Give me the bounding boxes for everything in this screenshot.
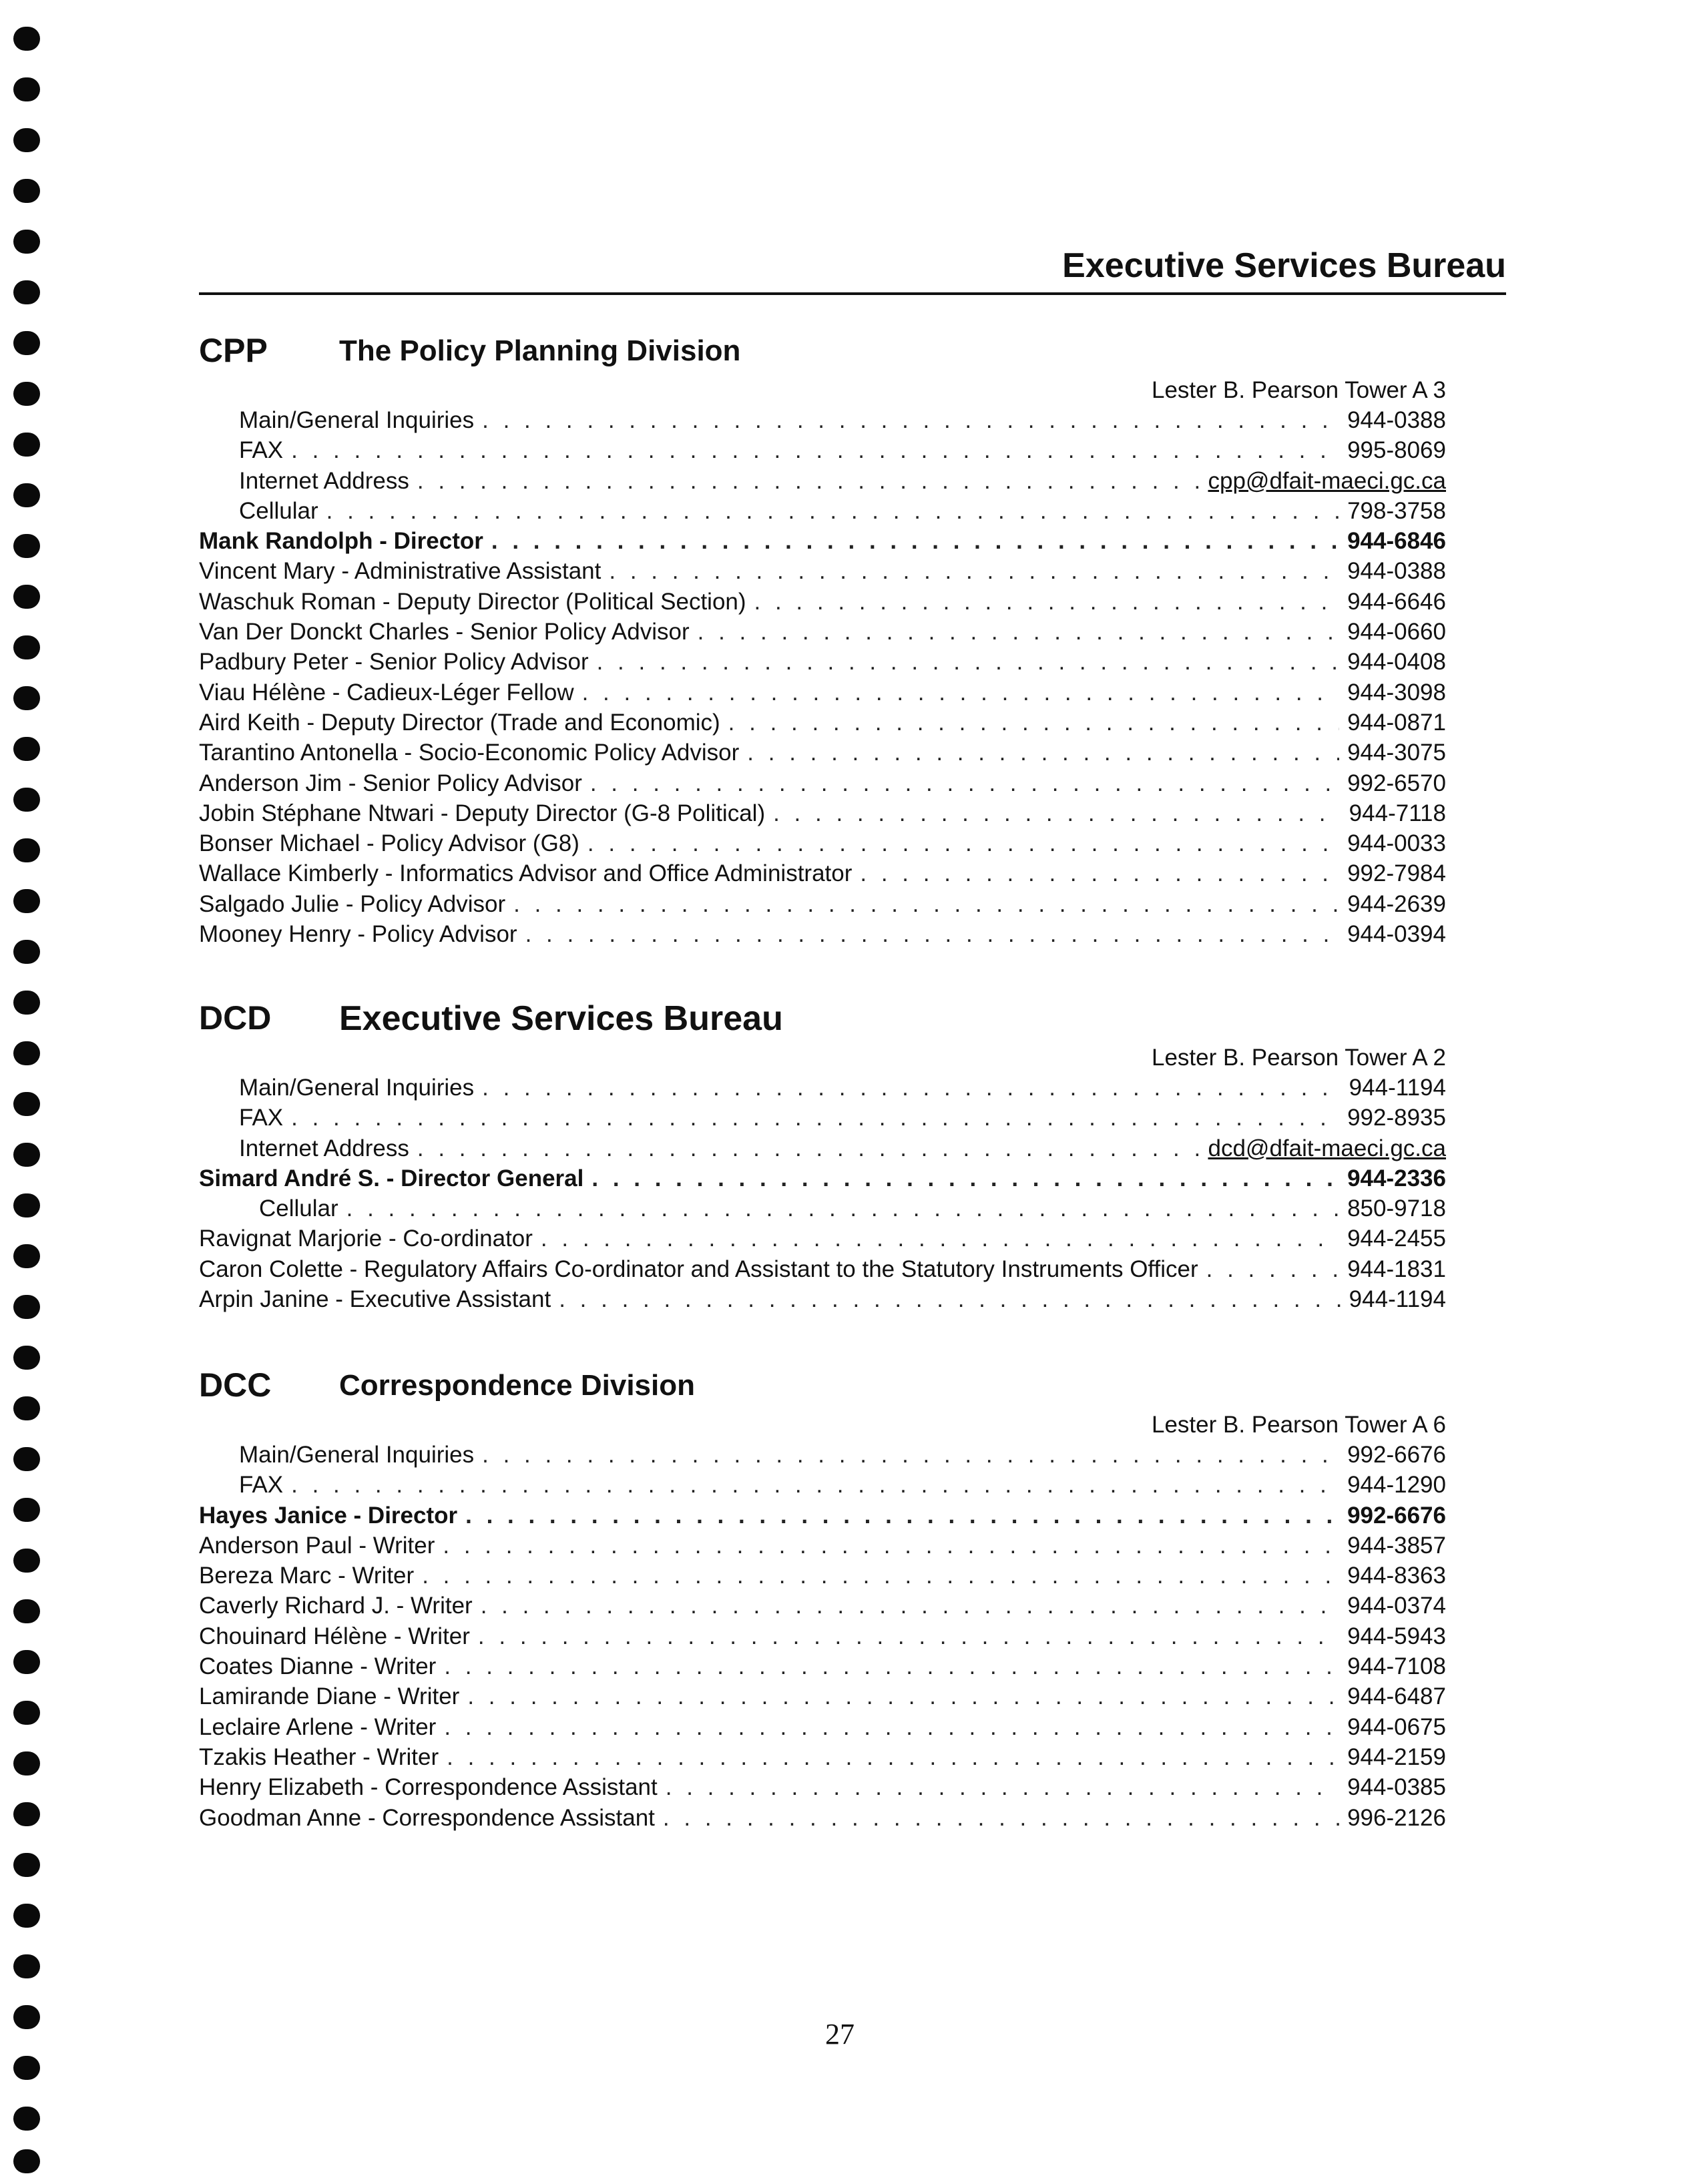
dot-leader	[590, 768, 1339, 798]
division-code: DCD	[199, 999, 272, 1037]
email-link[interactable]: dcd@dfait-maeci.gc.ca	[1208, 1135, 1446, 1161]
entry-label: FAX	[239, 1105, 284, 1131]
binding-hole	[13, 1802, 40, 1826]
header-rule	[199, 292, 1506, 295]
entry-label: Bonser Michael - Policy Advisor (G8)	[199, 830, 579, 857]
fax-number: 992-8935	[1347, 1105, 1446, 1131]
entry-label: Mooney Henry - Policy Advisor	[199, 921, 517, 948]
entry-label: Jobin Stéphane Ntwari - Deputy Director (G-8 Political)	[199, 800, 766, 826]
directory-row	[199, 858, 1446, 888]
binding-hole	[13, 280, 40, 304]
entry-label: Van Der Donckt Charles - Senior Policy Advisor	[199, 619, 690, 645]
dot-leader	[698, 617, 1339, 647]
entry-label: Internet Address	[239, 1135, 409, 1161]
entry-label: Bereza Marc - Writer	[199, 1563, 415, 1589]
directory-row	[199, 556, 1446, 586]
binding-hole	[13, 1396, 40, 1420]
directory-row	[199, 1223, 1446, 1254]
binding-hole	[13, 940, 40, 964]
phone-number: 944-1194	[1349, 1075, 1446, 1101]
entry-label: Caron Colette - Regulatory Affairs Co-ordinator and Assistant to the Statutory Instruments Officer	[199, 1256, 1198, 1282]
dot-leader	[443, 1531, 1339, 1561]
phone-number: 992-6570	[1347, 770, 1446, 796]
section-heading	[199, 1368, 1446, 1410]
section-heading	[199, 334, 1446, 375]
directory-row	[199, 738, 1446, 768]
dot-leader	[482, 1440, 1339, 1470]
directory-row	[199, 1531, 1446, 1561]
dot-leader	[417, 466, 1200, 496]
directory-row	[199, 617, 1446, 647]
binding-hole	[13, 1092, 40, 1116]
phone-number: 944-0408	[1347, 649, 1446, 675]
binding-hole	[13, 1295, 40, 1319]
phone-number: 944-2639	[1347, 890, 1446, 917]
binding-hole	[13, 788, 40, 812]
phone-number: 944-3098	[1347, 679, 1446, 706]
dot-leader	[447, 1742, 1339, 1772]
entry-label: Wallace Kimberly - Informatics Advisor and Office Administrator	[199, 860, 853, 887]
directory-row	[199, 435, 1446, 465]
entry-label: Chouinard Hélène - Writer	[199, 1623, 470, 1649]
directory-row	[199, 768, 1446, 798]
dot-leader	[591, 1163, 1339, 1193]
binding-hole	[13, 1193, 40, 1217]
entry-label: Internet Address	[239, 467, 409, 494]
binding-hole	[13, 1447, 40, 1471]
phone-number: 944-0385	[1347, 1774, 1446, 1801]
directory-row	[199, 677, 1446, 708]
binding-hole	[13, 2107, 40, 2131]
binding-hole	[13, 483, 40, 507]
binding-hole	[13, 230, 40, 254]
entry-label: Salgado Julie - Policy Advisor	[199, 890, 506, 917]
directory-row	[199, 1742, 1446, 1772]
binding-hole	[13, 534, 40, 558]
entry-label: Main/General Inquiries	[239, 1075, 475, 1101]
binding-hole	[13, 1599, 40, 1623]
entry-label: Cellular	[259, 1195, 338, 1222]
directory-row	[199, 587, 1446, 617]
entry-label: Caverly Richard J. - Writer	[199, 1593, 473, 1619]
directory-row	[199, 1591, 1446, 1621]
phone-number: 944-0388	[1347, 407, 1446, 433]
section-cpp	[199, 334, 1446, 949]
entry-label: Padbury Peter - Senior Policy Advisor	[199, 649, 589, 675]
entry-label: Arpin Janine - Executive Assistant	[199, 1286, 551, 1313]
division-code: DCC	[199, 1366, 272, 1404]
phone-number: 996-2126	[1347, 1804, 1446, 1831]
directory-row	[199, 1651, 1446, 1681]
division-code: CPP	[199, 332, 268, 369]
dot-leader	[559, 1284, 1341, 1314]
binding-hole	[13, 1549, 40, 1573]
entry-label: Tzakis Heather - Writer	[199, 1743, 439, 1770]
section-dcd	[199, 1001, 1446, 1314]
phone-number: 944-2336	[1347, 1165, 1446, 1191]
binding-hole	[13, 1346, 40, 1370]
directory-row	[199, 1440, 1446, 1470]
division-title: The Policy Planning Division	[339, 334, 741, 367]
binding-hole	[13, 1650, 40, 1674]
phone-number: 944-5943	[1347, 1623, 1446, 1649]
directory-row	[199, 647, 1446, 677]
section-dcc	[199, 1368, 1446, 1833]
binding-hole	[13, 1498, 40, 1522]
directory-row	[199, 1103, 1446, 1133]
phone-number: 944-1194	[1349, 1286, 1446, 1313]
phone-number: 944-0871	[1347, 709, 1446, 736]
directory-row	[199, 1193, 1446, 1223]
dot-leader	[291, 435, 1339, 465]
binding-hole	[13, 991, 40, 1015]
entry-label: Viau Hélène - Cadieux-Léger Fellow	[199, 679, 574, 706]
binding-hole	[13, 27, 40, 51]
binding-hole	[13, 686, 40, 710]
entry-label: Main/General Inquiries	[239, 407, 475, 433]
dot-leader	[467, 1681, 1339, 1711]
directory-row	[199, 1284, 1446, 1314]
dot-leader	[444, 1651, 1339, 1681]
entry-label: Anderson Jim - Senior Policy Advisor	[199, 770, 582, 796]
phone-number: 992-6676	[1347, 1502, 1446, 1529]
dot-leader	[747, 738, 1339, 768]
dot-leader	[482, 1073, 1341, 1103]
directory-row	[199, 1561, 1446, 1591]
directory-row	[199, 1133, 1446, 1163]
dot-leader	[326, 496, 1339, 526]
dot-leader	[346, 1193, 1339, 1223]
dot-leader	[666, 1772, 1339, 1802]
binding-hole	[13, 635, 40, 659]
entry-label: Leclaire Arlene - Writer	[199, 1713, 437, 1740]
entry-label: Vincent Mary - Administrative Assistant	[199, 558, 602, 585]
location: Lester B. Pearson Tower A 3	[1151, 377, 1446, 403]
dot-leader	[754, 587, 1340, 617]
email-link[interactable]: cpp@dfait-maeci.gc.ca	[1208, 467, 1446, 494]
binding-hole	[13, 1701, 40, 1725]
directory-row	[199, 1803, 1446, 1833]
spiral-binding	[13, 27, 40, 2163]
directory-row	[199, 828, 1446, 858]
location: Lester B. Pearson Tower A 6	[1151, 1412, 1446, 1438]
phone-number: 944-6846	[1347, 528, 1446, 555]
phone-number: 992-6676	[1347, 1442, 1446, 1468]
dot-leader	[291, 1103, 1339, 1133]
dot-leader	[513, 889, 1339, 919]
dot-leader	[728, 708, 1339, 738]
phone-number: 944-3075	[1347, 740, 1446, 766]
entry-label: Tarantino Antonella - Socio-Economic Policy Advisor	[199, 740, 740, 766]
section-heading	[199, 1001, 1446, 1043]
binding-hole	[13, 889, 40, 913]
dot-leader	[663, 1803, 1339, 1833]
phone-number: 944-0394	[1347, 921, 1446, 948]
binding-hole	[13, 737, 40, 761]
dot-leader	[609, 556, 1339, 586]
phone-number: 944-0033	[1347, 830, 1446, 857]
binding-hole	[13, 1041, 40, 1065]
fax-number: 944-1290	[1347, 1472, 1446, 1498]
dot-leader	[587, 828, 1339, 858]
binding-hole	[13, 1904, 40, 1928]
directory-row-director	[199, 526, 1446, 556]
dot-leader	[525, 919, 1340, 949]
phone-number: 992-7984	[1347, 860, 1446, 887]
directory-row	[199, 1681, 1446, 1711]
dot-leader	[1206, 1254, 1339, 1284]
location: Lester B. Pearson Tower A 2	[1151, 1045, 1446, 1071]
directory-row-director	[199, 1500, 1446, 1531]
binding-hole	[13, 1751, 40, 1776]
division-title: Correspondence Division	[339, 1369, 696, 1402]
dot-leader	[860, 858, 1339, 888]
phone-number: 944-2159	[1347, 1743, 1446, 1770]
entry-label: Anderson Paul - Writer	[199, 1532, 435, 1559]
phone-number: 798-3758	[1347, 497, 1446, 524]
phone-number: 944-0374	[1347, 1593, 1446, 1619]
dot-leader	[481, 1591, 1339, 1621]
dot-leader	[582, 677, 1339, 708]
binding-hole	[13, 1954, 40, 1978]
directory-row	[199, 1772, 1446, 1802]
directory-row	[199, 466, 1446, 496]
division-title: Executive Services Bureau	[339, 999, 783, 1038]
binding-hole	[13, 382, 40, 406]
entry-label: Ravignat Marjorie - Co-ordinator	[199, 1225, 533, 1252]
binding-hole	[13, 433, 40, 457]
entry-label: Coates Dianne - Writer	[199, 1653, 437, 1680]
entry-label: Lamirande Diane - Writer	[199, 1683, 460, 1710]
directory-row	[199, 1073, 1446, 1103]
entry-label: Waschuk Roman - Deputy Director (Political Section)	[199, 588, 746, 615]
phone-number: 944-0660	[1347, 619, 1446, 645]
binding-hole	[13, 2056, 40, 2080]
entry-label: Aird Keith - Deputy Director (Trade and Economic)	[199, 709, 720, 736]
directory-row-director	[199, 1163, 1446, 1193]
page-number: 27	[825, 2018, 855, 2051]
directory-row	[199, 708, 1446, 738]
entry-label: Main/General Inquiries	[239, 1442, 475, 1468]
phone-number: 944-2455	[1347, 1225, 1446, 1252]
dot-leader	[478, 1621, 1339, 1651]
binding-hole	[13, 2149, 40, 2173]
dot-leader	[773, 798, 1341, 828]
binding-hole	[13, 1143, 40, 1167]
phone-number: 944-0388	[1347, 558, 1446, 585]
phone-number: 944-1831	[1347, 1256, 1446, 1282]
phone-number: 944-8363	[1347, 1563, 1446, 1589]
entry-label: FAX	[239, 1472, 284, 1498]
binding-hole	[13, 2005, 40, 2029]
directory-row	[199, 1712, 1446, 1742]
dot-leader	[597, 647, 1339, 677]
dot-leader	[291, 1470, 1339, 1500]
directory-row	[199, 889, 1446, 919]
dot-leader	[422, 1561, 1339, 1591]
directory-row	[199, 919, 1446, 949]
dot-leader	[491, 526, 1339, 556]
binding-hole	[13, 331, 40, 355]
binding-hole	[13, 585, 40, 609]
phone-number: 850-9718	[1347, 1195, 1446, 1222]
directory-row	[199, 405, 1446, 435]
binding-hole	[13, 838, 40, 862]
entry-label: Henry Elizabeth - Correspondence Assistant	[199, 1774, 658, 1801]
binding-hole	[13, 77, 40, 101]
page-header-title: Executive Services Bureau	[1062, 246, 1506, 285]
phone-number: 944-7108	[1347, 1653, 1446, 1680]
dot-leader	[444, 1712, 1339, 1742]
phone-number: 944-6646	[1347, 588, 1446, 615]
fax-number: 995-8069	[1347, 437, 1446, 464]
binding-hole	[13, 1244, 40, 1268]
entry-label: Hayes Janice - Director	[199, 1502, 458, 1529]
binding-hole	[13, 179, 40, 203]
directory-row	[199, 1621, 1446, 1651]
phone-number: 944-0675	[1347, 1713, 1446, 1740]
binding-hole	[13, 1853, 40, 1877]
directory-row	[199, 1254, 1446, 1284]
entry-label: Mank Randolph - Director	[199, 528, 483, 555]
phone-number: 944-3857	[1347, 1532, 1446, 1559]
dot-leader	[482, 405, 1339, 435]
entry-label: Goodman Anne - Correspondence Assistant	[199, 1804, 655, 1831]
binding-hole	[13, 128, 40, 152]
entry-label: Cellular	[239, 497, 318, 524]
phone-number: 944-7118	[1349, 800, 1446, 826]
entry-label: FAX	[239, 437, 284, 464]
directory-row	[199, 798, 1446, 828]
phone-number: 944-6487	[1347, 1683, 1446, 1710]
directory-row	[199, 496, 1446, 526]
dot-leader	[465, 1500, 1339, 1531]
entry-label: Simard André S. - Director General	[199, 1165, 584, 1191]
dot-leader	[417, 1133, 1200, 1163]
directory-row	[199, 1470, 1446, 1500]
dot-leader	[541, 1223, 1339, 1254]
